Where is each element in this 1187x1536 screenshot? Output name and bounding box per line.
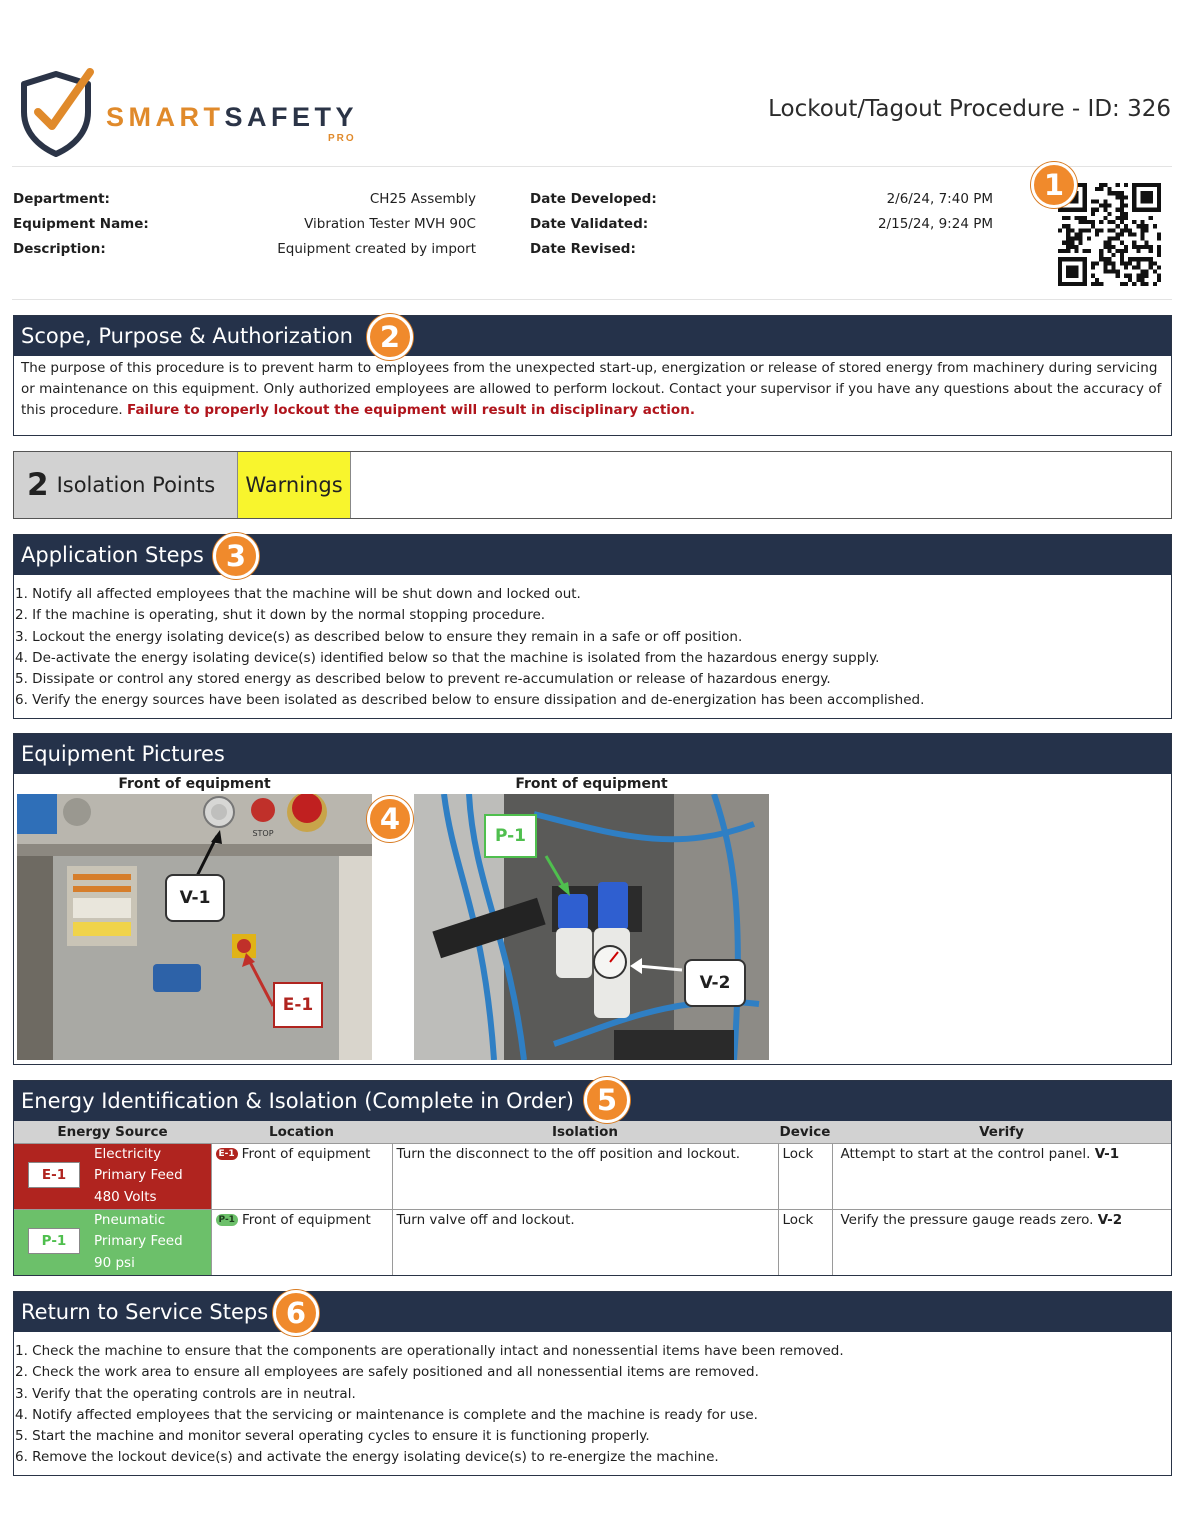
return-step: 2. Check the work area to ensure all employees are safely positioned and all nonessential items are removed. <box>15 1364 759 1381</box>
isolation-summary <box>13 451 1172 519</box>
application-title: Application Steps <box>14 535 1171 575</box>
energy-table-header <box>14 1121 1171 1143</box>
pictures-title: Equipment Pictures <box>14 734 1171 774</box>
verify-text: Attempt to start at the control panel. <box>840 1145 1091 1162</box>
verify-text: Verify the pressure gauge reads zero. <box>840 1211 1094 1228</box>
header-divider <box>12 166 1172 167</box>
warnings-tab[interactable]: Warnings <box>238 452 351 518</box>
scope-title: Scope, Purpose & Authorization <box>14 316 1171 356</box>
application-step: 5. Dissipate or control any stored energy as described below to prevent re-accumulation or release of hazardous energy. <box>15 671 831 688</box>
return-service-section <box>13 1291 1172 1476</box>
location-cell <box>211 1209 392 1275</box>
location-tag: P-1 <box>216 1214 238 1226</box>
isolation-points-tab[interactable] <box>14 452 238 518</box>
energy-magnitude: 480 Volts <box>94 1188 157 1205</box>
callout-badge-1: 1 <box>1031 162 1077 208</box>
description-label: Description: <box>13 241 106 257</box>
col-isolation: Isolation <box>392 1121 778 1143</box>
scope-text <box>14 356 1171 423</box>
col-location: Location <box>211 1121 392 1143</box>
energy-tag: P-1 <box>28 1228 80 1254</box>
callout-badge-4: 4 <box>367 796 413 842</box>
application-step: 2. If the machine is operating, shut it down by the normal stopping procedure. <box>15 607 546 624</box>
col-verify: Verify <box>832 1121 1171 1143</box>
qr-code[interactable] <box>1058 183 1161 286</box>
location-tag: E-1 <box>216 1148 238 1160</box>
energy-source-cell <box>14 1209 211 1275</box>
meta-divider <box>12 299 1172 300</box>
return-step: 5. Start the machine and monitor several operating cycles to ensure it is functioning properly. <box>15 1428 650 1445</box>
application-step: 1. Notify all affected employees that the machine will be shut down and locked out. <box>15 586 581 602</box>
energy-source-text <box>94 1210 183 1275</box>
energy-source-text <box>94 1144 183 1209</box>
equipment-photo-2[interactable] <box>414 794 769 1060</box>
department-label: Department: <box>13 191 110 207</box>
picture-label-p1: P-1 <box>484 814 537 858</box>
equipment-label: Equipment Name: <box>13 216 149 232</box>
energy-type: Pneumatic <box>94 1211 166 1228</box>
energy-magnitude: 90 psi <box>94 1254 135 1271</box>
verify-cell <box>832 1143 1171 1209</box>
isolation-cell: Turn valve off and lockout. <box>392 1209 778 1275</box>
energy-source-e1 <box>14 1144 211 1209</box>
callout-badge-6: 6 <box>273 1290 319 1336</box>
return-step: 4. Notify affected employees that the servicing or maintenance is complete and the machine is ready for use. <box>15 1406 758 1423</box>
picture-1-caption: Front of equipment <box>118 776 271 792</box>
energy-source-p1 <box>14 1210 211 1275</box>
energy-title: Energy Identification & Isolation (Complete in Order) <box>14 1081 1171 1121</box>
scope-warning-text: Failure to properly lockout the equipment will result in disciplinary action. <box>127 402 695 418</box>
scope-section <box>13 315 1172 436</box>
picture-label-e1: E-1 <box>273 982 323 1028</box>
location-text: Front of equipment <box>241 1145 371 1162</box>
verify-cell <box>832 1209 1171 1275</box>
application-step: 3. Lockout the energy isolating device(s) as described below to ensure they remain in a safe or off position. <box>15 628 743 645</box>
energy-source-cell <box>14 1143 211 1209</box>
shield-check-logo-icon <box>18 68 98 158</box>
application-step: 4. De-activate the energy isolating device(s) identified below so that the machine is isolated from the hazardous energy supply. <box>15 649 880 666</box>
verify-ref: V-1 <box>1094 1145 1120 1162</box>
date-revised-label: Date Revised: <box>530 241 636 257</box>
isolation-points-label: Isolation Points <box>56 473 216 497</box>
table-row[interactable] <box>14 1209 1171 1275</box>
callout-badge-5: 5 <box>584 1077 630 1123</box>
equipment-value: Vibration Tester MVH 90C <box>304 216 476 232</box>
application-step: 6. Verify the energy sources have been isolated as described below to ensure dissipation and de-energization has been accomplished. <box>15 692 925 709</box>
brand-sub: PRO <box>328 133 356 144</box>
description-value: Equipment created by import <box>277 241 476 257</box>
date-developed-value: 2/6/24, 7:40 PM <box>886 191 993 207</box>
location-text: Front of equipment <box>241 1211 371 1228</box>
col-device: Device <box>778 1121 832 1143</box>
return-step: 6. Remove the lockout device(s) and activate the energy isolating device(s) to re-energize the machine. <box>15 1449 719 1466</box>
energy-feed: Primary Feed <box>94 1233 183 1249</box>
callout-badge-3: 3 <box>213 533 259 579</box>
verify-ref: V-2 <box>1097 1211 1123 1228</box>
stop-label: STOP <box>252 829 274 838</box>
scope-purpose-text: The purpose of this procedure is to prevent harm to employees from the unexpected start-up, energization or release of stored energy from machinery during servicing or maintenance on this equipment. Only authorized employees are allowed to perform lockout. Contact your supervisor if you have any questions about the accuracy of this procedure. <box>21 360 1162 418</box>
date-validated-value: 2/15/24, 9:24 PM <box>877 216 993 232</box>
callout-badge-2: 2 <box>367 314 413 360</box>
col-energy-source: Energy Source <box>14 1121 211 1143</box>
table-row[interactable] <box>14 1143 1171 1209</box>
energy-type: Electricity <box>94 1145 162 1162</box>
location-cell <box>211 1143 392 1209</box>
energy-tag: E-1 <box>28 1162 80 1188</box>
return-step: 3. Verify that the operating controls are in neutral. <box>15 1385 356 1402</box>
brand-name: SMARTSAFETY <box>106 102 359 132</box>
energy-table <box>14 1121 1171 1275</box>
application-section <box>13 534 1172 719</box>
picture-2-caption: Front of equipment <box>515 776 668 792</box>
department-value: CH25 Assembly <box>369 191 476 207</box>
document-title: Lockout/Tagout Procedure - ID: 326 <box>768 96 1171 122</box>
isolation-cell: Turn the disconnect to the off position and lockout. <box>392 1143 778 1209</box>
return-service-title: Return to Service Steps <box>14 1292 1171 1332</box>
isolation-count: 2 <box>27 467 49 503</box>
return-step: 1. Check the machine to ensure that the components are operationally intact and nonessential items have been removed. <box>15 1343 844 1359</box>
picture-label-v2: V-2 <box>684 959 746 1007</box>
date-developed-label: Date Developed: <box>530 191 657 207</box>
picture-label-v1: V-1 <box>165 874 225 922</box>
energy-feed: Primary Feed <box>94 1167 183 1183</box>
date-validated-label: Date Validated: <box>530 216 649 232</box>
device-cell: Lock <box>778 1143 832 1209</box>
device-cell: Lock <box>778 1209 832 1275</box>
